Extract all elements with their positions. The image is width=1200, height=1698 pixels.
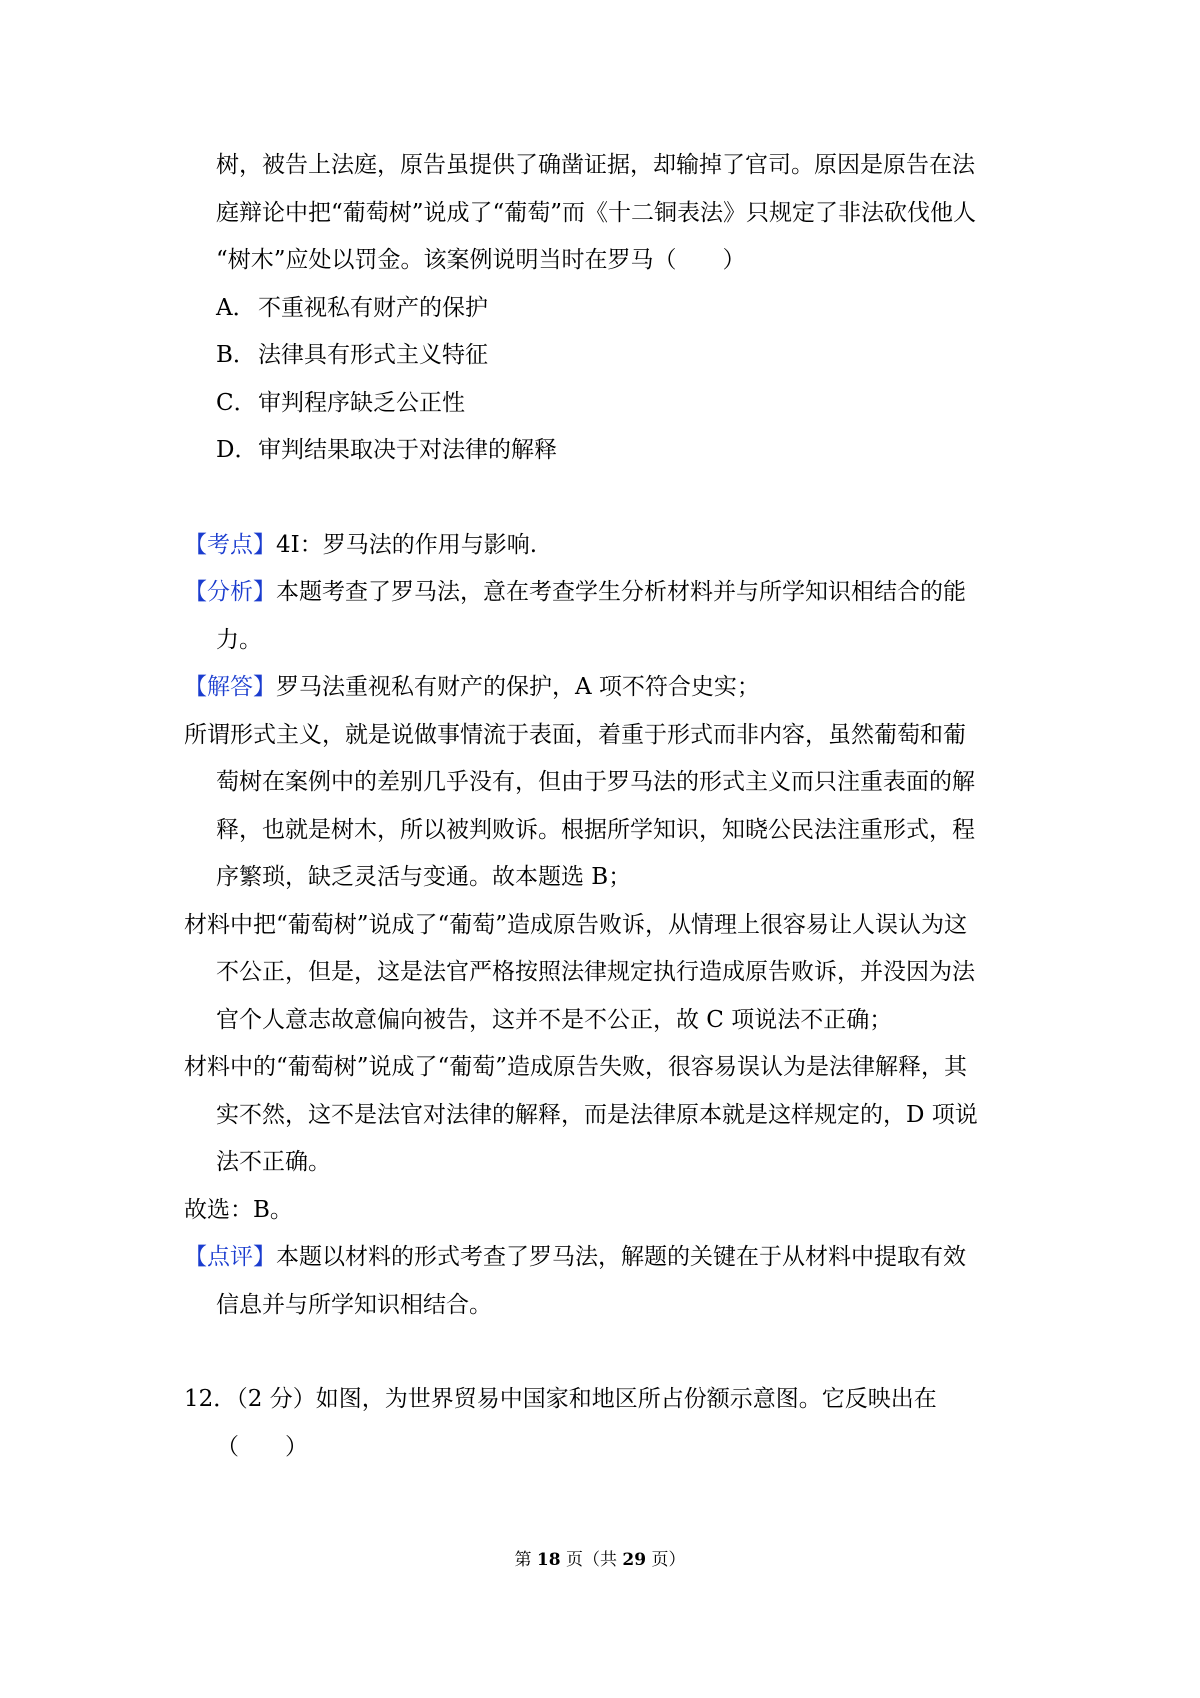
explanation-paragraph — [184, 902, 1022, 1045]
jieda-section — [184, 664, 1022, 712]
paragraph-line: 所谓形式主义，就是说做事情流于表面，着重于形式而非内容，虽然葡萄和葡 — [184, 721, 966, 748]
footer-suffix: 页） — [646, 1550, 686, 1570]
option-letter: B． — [216, 342, 256, 368]
answer-line: 故选：B。 — [184, 1196, 293, 1223]
dianping-tag: 【点评】 — [184, 1244, 276, 1270]
option-text: 审判结果取决于对法律的解释 — [258, 437, 557, 463]
explanation-paragraph — [184, 712, 1022, 902]
paragraph-line: 官个人意志故意偏向被告，这并不是不公正，故 C 项说法不正确； — [216, 1006, 893, 1033]
document-body — [184, 142, 1022, 1471]
option-text: 审判程序缺乏公正性 — [258, 389, 465, 416]
option-letter: D． — [216, 437, 258, 463]
dianping-line: 本题以材料的形式考查了罗马法，解题的关键在于从材料中提取有效 — [276, 1244, 966, 1270]
next-question-line: 12．（2 分）如图，为世界贸易中国家和地区所占份额示意图。它反映出在 — [184, 1386, 937, 1412]
jieda-text: 罗马法重视私有财产的保护，A 项不符合史实； — [276, 674, 760, 700]
jieda-tag: 【解答】 — [184, 674, 276, 700]
option-text: 不重视私有财产的保护 — [258, 294, 488, 321]
next-question-line: （ ） — [216, 1433, 308, 1460]
next-question — [184, 1376, 1022, 1471]
option-d — [184, 427, 1022, 475]
kaodian-text: 4I：罗马法的作用与影响. — [276, 531, 538, 558]
paragraph-line: 序繁琐，缺乏灵活与变通。故本题选 B； — [216, 864, 632, 890]
spacer — [184, 1329, 1022, 1376]
stem-line: 庭辩论中把“葡萄树”说成了“葡萄”而《十二铜表法》只规定了非法砍伐他人 — [216, 199, 977, 226]
option-a — [184, 285, 1022, 333]
fenxi-line: 本题考查了罗马法，意在考查学生分析材料并与所学知识相结合的能 — [276, 579, 966, 605]
paragraph-line: 释，也就是树木，所以被判败诉。根据所学知识，知晓公民法注重形式，程 — [216, 816, 975, 843]
paragraph-line: 材料中的“葡萄树”说成了“葡萄”造成原告失败，很容易误认为是法律解释，其 — [184, 1054, 968, 1080]
paragraph-line: 萄树在案例中的差别几乎没有，但由于罗马法的形式主义而只注重表面的解 — [216, 769, 975, 795]
stem-line: “树木”应处以罚金。该案例说明当时在罗马（ ） — [216, 247, 746, 273]
paragraph-line: 材料中把“葡萄树”说成了“葡萄”造成原告败诉，从情理上很容易让人误认为这 — [184, 911, 968, 938]
footer-page-number: 18 — [536, 1550, 561, 1570]
option-letter: A． — [216, 294, 256, 321]
option-letter: C． — [216, 389, 257, 416]
spacer — [184, 475, 1022, 522]
stem-line: 树，被告上法庭，原告虽提供了确凿证据，却输掉了官司。原因是原告在法 — [216, 152, 975, 178]
fenxi-section — [184, 569, 1022, 664]
question-stem — [184, 142, 1022, 285]
fenxi-line: 力。 — [216, 626, 262, 653]
option-text: 法律具有形式主义特征 — [258, 342, 488, 368]
kaodian-section — [184, 522, 1022, 570]
footer-page-total: 29 — [622, 1550, 647, 1570]
paragraph-line: 实不然，这不是法官对法律的解释，而是法律原本就是这样规定的，D 项说 — [216, 1101, 978, 1128]
paragraph-line: 法不正确。 — [216, 1149, 331, 1175]
footer-prefix: 第 — [514, 1550, 537, 1570]
fenxi-tag: 【分析】 — [184, 579, 276, 605]
option-c — [184, 380, 1022, 428]
option-b — [184, 332, 1022, 380]
explanation-paragraph — [184, 1044, 1022, 1187]
dianping-section — [184, 1234, 1022, 1329]
paragraph-line: 不公正，但是，这是法官严格按照法律规定执行造成原告败诉，并没因为法 — [216, 959, 975, 985]
kaodian-tag: 【考点】 — [184, 531, 276, 558]
page-footer — [0, 1547, 1200, 1573]
dianping-line: 信息并与所学知识相结合。 — [216, 1291, 492, 1318]
footer-middle: 页（共 — [560, 1550, 623, 1570]
